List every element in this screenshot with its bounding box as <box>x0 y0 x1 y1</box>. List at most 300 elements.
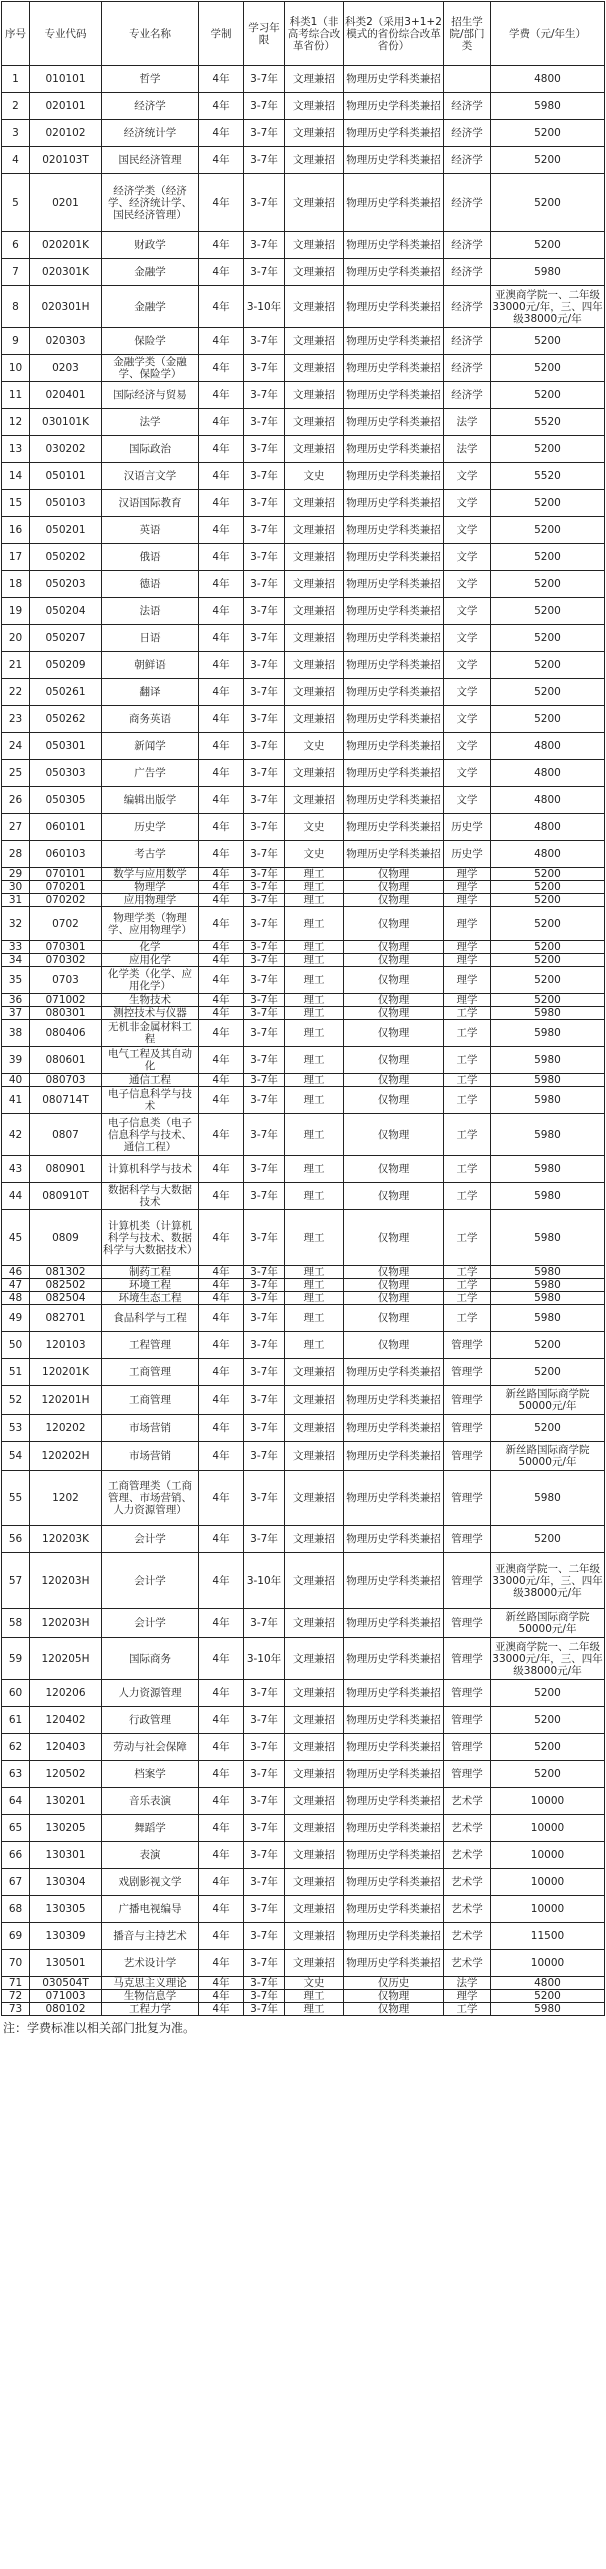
table-row <box>2 1183 605 1210</box>
table-cell: 4年 <box>199 787 244 814</box>
table-cell: 法语 <box>102 598 199 625</box>
table-cell: 物理历史学科类兼招 <box>344 841 444 868</box>
table-cell: 文理兼招 <box>285 1815 344 1842</box>
table-row <box>2 1266 605 1279</box>
table-cell: 082502 <box>30 1279 102 1292</box>
table-cell: 3-7年 <box>244 409 285 436</box>
table-cell: 8 <box>2 286 30 328</box>
table-cell: 物理历史学科类兼招 <box>344 93 444 120</box>
table-cell: 5200 <box>491 706 605 733</box>
table-cell: 4年 <box>199 382 244 409</box>
table-cell: 10000 <box>491 1869 605 1896</box>
table-cell: 化学 <box>102 941 199 954</box>
table-cell: 文学 <box>444 679 491 706</box>
table-cell: 国民经济管理 <box>102 147 199 174</box>
table-cell: 物理历史学科类兼招 <box>344 760 444 787</box>
table-cell: 物理历史学科类兼招 <box>344 544 444 571</box>
table-cell: 120403 <box>30 1734 102 1761</box>
table-cell: 文理兼招 <box>285 1359 344 1386</box>
table-cell: 新丝路国际商学院50000元/年 <box>491 1442 605 1471</box>
table-cell: 汉语言文学 <box>102 463 199 490</box>
table-cell: 21 <box>2 652 30 679</box>
table-cell: 050305 <box>30 787 102 814</box>
table-cell: 4年 <box>199 544 244 571</box>
table-cell: 020301H <box>30 286 102 328</box>
table-cell: 朝鲜语 <box>102 652 199 679</box>
table-cell: 亚澳商学院一、二年级33000元/年，三、四年级38000元/年 <box>491 1553 605 1609</box>
table-cell: 4年 <box>199 1114 244 1156</box>
table-cell: 仅物理 <box>344 1292 444 1305</box>
table-cell: 3-7年 <box>244 147 285 174</box>
table-cell: 文理兼招 <box>285 787 344 814</box>
table-cell: 4年 <box>199 679 244 706</box>
table-cell: 文理兼招 <box>285 1707 344 1734</box>
table-cell: 经济学 <box>444 174 491 232</box>
table-cell: 物理历史学科类兼招 <box>344 436 444 463</box>
table-cell: 历史学 <box>102 814 199 841</box>
table-cell: 仅物理 <box>344 1074 444 1087</box>
table-cell: 文理兼招 <box>285 571 344 598</box>
table-cell: 管理学 <box>444 1332 491 1359</box>
table-cell: 10000 <box>491 1950 605 1977</box>
table-cell: 49 <box>2 1305 30 1332</box>
table-cell: 27 <box>2 814 30 841</box>
table-cell: 4年 <box>199 147 244 174</box>
table-cell: 5980 <box>491 1020 605 1047</box>
table-cell: 物理历史学科类兼招 <box>344 706 444 733</box>
table-row <box>2 941 605 954</box>
table-row <box>2 967 605 994</box>
table-row <box>2 147 605 174</box>
table-cell: 5200 <box>491 328 605 355</box>
table-cell: 5980 <box>491 1266 605 1279</box>
table-cell: 050262 <box>30 706 102 733</box>
table-cell: 4年 <box>199 1896 244 1923</box>
table-cell: 工程管理 <box>102 1332 199 1359</box>
table-cell: 物理历史学科类兼招 <box>344 1761 444 1788</box>
table-cell: 1202 <box>30 1471 102 1526</box>
table-cell: 020101 <box>30 93 102 120</box>
table-cell: 会计学 <box>102 1609 199 1638</box>
table-cell: 11 <box>2 382 30 409</box>
table-cell: 3-7年 <box>244 787 285 814</box>
table-cell: 文理兼招 <box>285 1553 344 1609</box>
table-cell: 仅物理 <box>344 1156 444 1183</box>
table-cell: 生物信息学 <box>102 1990 199 2003</box>
table-cell: 文理兼招 <box>285 93 344 120</box>
table-cell: 管理学 <box>444 1638 491 1680</box>
footnote: 注：学费标准以相关部门批复为准。 <box>3 2021 196 2035</box>
table-cell: 3-7年 <box>244 1183 285 1210</box>
table-cell: 经济学 <box>444 286 491 328</box>
table-cell: 广播电视编导 <box>102 1896 199 1923</box>
table-cell: 9 <box>2 328 30 355</box>
table-row <box>2 1815 605 1842</box>
table-row <box>2 1950 605 1977</box>
header-cell: 招生学院/部门类 <box>444 2 491 66</box>
table-cell: 物理历史学科类兼招 <box>344 571 444 598</box>
table-cell: 物理历史学科类兼招 <box>344 1869 444 1896</box>
table-cell: 文理兼招 <box>285 706 344 733</box>
table-cell: 3-7年 <box>244 881 285 894</box>
table-cell: 物理历史学科类兼招 <box>344 1680 444 1707</box>
table-cell: 工学 <box>444 1292 491 1305</box>
table-cell: 28 <box>2 841 30 868</box>
table-cell: 44 <box>2 1183 30 1210</box>
table-cell: 文理兼招 <box>285 625 344 652</box>
table-cell: 文史 <box>285 463 344 490</box>
table-cell: 42 <box>2 1114 30 1156</box>
table-cell: 080601 <box>30 1047 102 1074</box>
table-cell: 金融学类（金融学、保险学） <box>102 355 199 382</box>
table-row <box>2 382 605 409</box>
table-cell: 经济学 <box>444 232 491 259</box>
table-cell: 新丝路国际商学院50000元/年 <box>491 1386 605 1415</box>
table-cell: 3-7年 <box>244 598 285 625</box>
table-cell: 艺术学 <box>444 1896 491 1923</box>
table-cell: 理工 <box>285 907 344 941</box>
table-cell: 法学 <box>444 436 491 463</box>
table-cell: 3-7年 <box>244 1279 285 1292</box>
table-cell: 文史 <box>285 841 344 868</box>
table-cell: 10 <box>2 355 30 382</box>
table-cell: 3-7年 <box>244 544 285 571</box>
table-cell: 物理历史学科类兼招 <box>344 1950 444 1977</box>
table-cell: 130309 <box>30 1923 102 1950</box>
table-cell: 3-7年 <box>244 436 285 463</box>
table-cell: 080910T <box>30 1183 102 1210</box>
table-cell: 3-7年 <box>244 1761 285 1788</box>
table-cell: 5200 <box>491 625 605 652</box>
table-cell: 工学 <box>444 1074 491 1087</box>
table-cell: 4年 <box>199 1442 244 1471</box>
table-cell: 5200 <box>491 147 605 174</box>
table-row <box>2 232 605 259</box>
table-cell: 14 <box>2 463 30 490</box>
table-cell: 050204 <box>30 598 102 625</box>
table-cell: 3-7年 <box>244 954 285 967</box>
table-cell: 物理学类（物理学、应用物理学） <box>102 907 199 941</box>
table-cell: 130205 <box>30 1815 102 1842</box>
table-cell: 4年 <box>199 1950 244 1977</box>
table-cell: 050209 <box>30 652 102 679</box>
table-cell: 53 <box>2 1415 30 1442</box>
table-cell: 物理历史学科类兼招 <box>344 625 444 652</box>
table-cell: 舞蹈学 <box>102 1815 199 1842</box>
table-cell: 120103 <box>30 1332 102 1359</box>
table-cell: 030202 <box>30 436 102 463</box>
table-cell: 文理兼招 <box>285 1386 344 1415</box>
table-row <box>2 1553 605 1609</box>
table-cell: 工学 <box>444 1279 491 1292</box>
table-cell: 020201K <box>30 232 102 259</box>
table-cell: 4年 <box>199 907 244 941</box>
table-cell: 4年 <box>199 1553 244 1609</box>
table-cell: 4年 <box>199 706 244 733</box>
table-cell: 4 <box>2 147 30 174</box>
table-cell: 3-7年 <box>244 1114 285 1156</box>
table-cell: 仅物理 <box>344 941 444 954</box>
table-cell: 文学 <box>444 760 491 787</box>
table-cell: 仅物理 <box>344 894 444 907</box>
table-cell: 5 <box>2 174 30 232</box>
table-cell: 人力资源管理 <box>102 1680 199 1707</box>
table-cell: 4800 <box>491 760 605 787</box>
table-row <box>2 954 605 967</box>
table-cell: 4年 <box>199 174 244 232</box>
table-row <box>2 544 605 571</box>
table-cell: 38 <box>2 1020 30 1047</box>
table-cell: 文理兼招 <box>285 598 344 625</box>
table-cell: 工商管理 <box>102 1386 199 1415</box>
table-cell: 4年 <box>199 1156 244 1183</box>
table-cell: 5980 <box>491 1471 605 1526</box>
table-cell: 4年 <box>199 941 244 954</box>
table-cell: 5200 <box>491 868 605 881</box>
table-cell: 5200 <box>491 941 605 954</box>
table-cell: 物理历史学科类兼招 <box>344 1788 444 1815</box>
table-cell: 71 <box>2 1977 30 1990</box>
table-cell: 4年 <box>199 733 244 760</box>
table-cell: 市场营销 <box>102 1415 199 1442</box>
table-cell: 仅物理 <box>344 1305 444 1332</box>
table-cell: 环境工程 <box>102 1279 199 1292</box>
table-cell: 3-7年 <box>244 93 285 120</box>
table-row <box>2 1332 605 1359</box>
table-cell: 理学 <box>444 894 491 907</box>
table-cell: 30 <box>2 881 30 894</box>
table-cell: 理工 <box>285 1183 344 1210</box>
table-cell: 文理兼招 <box>285 1415 344 1442</box>
table-cell: 3-7年 <box>244 1815 285 1842</box>
table-cell: 3-7年 <box>244 1415 285 1442</box>
table-cell: 计算机类（计算机科学与技术、数据科学与大数据技术） <box>102 1210 199 1266</box>
table-cell: 070101 <box>30 868 102 881</box>
table-cell: 物理历史学科类兼招 <box>344 1923 444 1950</box>
header-cell: 学制 <box>199 2 244 66</box>
table-cell: 5980 <box>491 2003 605 2016</box>
table-cell: 4800 <box>491 733 605 760</box>
table-cell: 3-7年 <box>244 1386 285 1415</box>
table-cell: 文理兼招 <box>285 259 344 286</box>
table-cell: 4年 <box>199 1788 244 1815</box>
table-body <box>2 66 605 2016</box>
table-cell: 日语 <box>102 625 199 652</box>
table-cell: 120502 <box>30 1761 102 1788</box>
table-cell: 马克思主义理论 <box>102 1977 199 1990</box>
table-cell: 3-7年 <box>244 1842 285 1869</box>
table-cell: 3-10年 <box>244 286 285 328</box>
table-cell: 35 <box>2 967 30 994</box>
table-cell: 5980 <box>491 1183 605 1210</box>
table-cell: 4年 <box>199 1977 244 1990</box>
table-cell: 4年 <box>199 598 244 625</box>
table-cell: 34 <box>2 954 30 967</box>
table-cell: 4年 <box>199 1007 244 1020</box>
table-cell: 080703 <box>30 1074 102 1087</box>
table-cell: 哲学 <box>102 66 199 93</box>
table-cell: 工商管理 <box>102 1359 199 1386</box>
table-row <box>2 490 605 517</box>
table-cell: 3-7年 <box>244 814 285 841</box>
table-cell: 70 <box>2 1950 30 1977</box>
table-cell: 4800 <box>491 841 605 868</box>
table-cell: 戏剧影视文学 <box>102 1869 199 1896</box>
table-cell: 数据科学与大数据技术 <box>102 1183 199 1210</box>
table-cell: 082701 <box>30 1305 102 1332</box>
table-cell: 制药工程 <box>102 1266 199 1279</box>
table-cell: 4年 <box>199 517 244 544</box>
table-cell: 3-7年 <box>244 1359 285 1386</box>
table-row <box>2 1680 605 1707</box>
table-cell: 物理历史学科类兼招 <box>344 147 444 174</box>
table-cell: 经济统计学 <box>102 120 199 147</box>
table-cell: 劳动与社会保障 <box>102 1734 199 1761</box>
header-cell: 序号 <box>2 2 30 66</box>
table-cell: 物理历史学科类兼招 <box>344 328 444 355</box>
table-cell: 0807 <box>30 1114 102 1156</box>
table-cell: 5520 <box>491 463 605 490</box>
table-cell: 4年 <box>199 1707 244 1734</box>
table-cell: 物理历史学科类兼招 <box>344 733 444 760</box>
table-cell: 3-7年 <box>244 1292 285 1305</box>
table-cell: 音乐表演 <box>102 1788 199 1815</box>
table-cell: 物理历史学科类兼招 <box>344 1553 444 1609</box>
table-cell: 3-7年 <box>244 625 285 652</box>
table-cell: 文学 <box>444 571 491 598</box>
table-cell: 理工 <box>285 1305 344 1332</box>
table-cell: 5200 <box>491 544 605 571</box>
table-cell: 经济学 <box>444 120 491 147</box>
table-cell: 4年 <box>199 1386 244 1415</box>
table-cell: 5200 <box>491 1680 605 1707</box>
table-row <box>2 2003 605 2016</box>
table-cell: 文理兼招 <box>285 436 344 463</box>
table-cell: 4年 <box>199 120 244 147</box>
table-cell: 文理兼招 <box>285 679 344 706</box>
table-cell: 工学 <box>444 1114 491 1156</box>
table-cell: 120203H <box>30 1553 102 1609</box>
table-cell: 经济学 <box>444 259 491 286</box>
table-cell: 德语 <box>102 571 199 598</box>
header-cell: 科类2（采用3+1+2模式的省份综合改革省份） <box>344 2 444 66</box>
table-cell: 理工 <box>285 941 344 954</box>
table-cell: 120402 <box>30 1707 102 1734</box>
table-cell: 文理兼招 <box>285 1923 344 1950</box>
majors-table <box>1 1 605 2016</box>
table-cell: 4年 <box>199 1020 244 1047</box>
table-cell: 060103 <box>30 841 102 868</box>
table-cell: 4年 <box>199 1183 244 1210</box>
table-cell: 艺术学 <box>444 1950 491 1977</box>
table-row <box>2 841 605 868</box>
table-cell: 工学 <box>444 1007 491 1020</box>
table-cell: 文学 <box>444 733 491 760</box>
table-row <box>2 1869 605 1896</box>
table-row <box>2 1788 605 1815</box>
table-cell: 050203 <box>30 571 102 598</box>
table-cell: 理工 <box>285 967 344 994</box>
table-cell: 工学 <box>444 2003 491 2016</box>
table-cell: 050301 <box>30 733 102 760</box>
table-cell: 3-7年 <box>244 1680 285 1707</box>
table-cell: 120201K <box>30 1359 102 1386</box>
table-cell: 国际商务 <box>102 1638 199 1680</box>
table-cell: 3-7年 <box>244 1526 285 1553</box>
table-cell: 3-7年 <box>244 382 285 409</box>
table-cell: 4年 <box>199 1266 244 1279</box>
table-cell: 5200 <box>491 1526 605 1553</box>
table-cell: 3-7年 <box>244 907 285 941</box>
table-cell: 理工 <box>285 1332 344 1359</box>
table-cell: 130201 <box>30 1788 102 1815</box>
table-cell: 物理历史学科类兼招 <box>344 1707 444 1734</box>
table-cell: 文学 <box>444 625 491 652</box>
table-cell: 4年 <box>199 328 244 355</box>
table-cell: 58 <box>2 1609 30 1638</box>
table-cell: 3-7年 <box>244 1977 285 1990</box>
table-cell: 物理历史学科类兼招 <box>344 652 444 679</box>
table-cell: 物理历史学科类兼招 <box>344 1896 444 1923</box>
table-cell: 36 <box>2 994 30 1007</box>
table-cell: 5200 <box>491 994 605 1007</box>
table-cell: 10000 <box>491 1788 605 1815</box>
table-cell: 25 <box>2 760 30 787</box>
table-cell: 文学 <box>444 490 491 517</box>
table-cell: 4年 <box>199 1734 244 1761</box>
table-cell: 0201 <box>30 174 102 232</box>
table-cell: 5980 <box>491 1279 605 1292</box>
table-cell: 4年 <box>199 760 244 787</box>
table-cell: 文理兼招 <box>285 409 344 436</box>
table-cell: 5200 <box>491 1415 605 1442</box>
table-cell: 文理兼招 <box>285 760 344 787</box>
table-cell: 3-7年 <box>244 1442 285 1471</box>
table-cell: 3-7年 <box>244 259 285 286</box>
table-cell: 理工 <box>285 1020 344 1047</box>
table-cell: 080102 <box>30 2003 102 2016</box>
table-cell: 5200 <box>491 174 605 232</box>
table-cell: 4年 <box>199 1471 244 1526</box>
table-cell: 4年 <box>199 409 244 436</box>
table-cell: 48 <box>2 1292 30 1305</box>
table-cell: 3-7年 <box>244 1609 285 1638</box>
table-cell: 理学 <box>444 967 491 994</box>
table-cell: 5200 <box>491 1734 605 1761</box>
table-cell: 4年 <box>199 868 244 881</box>
header-cell: 专业名称 <box>102 2 199 66</box>
table-cell: 文理兼招 <box>285 1638 344 1680</box>
table-cell: 国际政治 <box>102 436 199 463</box>
table-cell: 5980 <box>491 1074 605 1087</box>
table-row <box>2 760 605 787</box>
table-cell: 4年 <box>199 1923 244 1950</box>
table-cell: 050202 <box>30 544 102 571</box>
table-cell: 050103 <box>30 490 102 517</box>
table-cell: 文史 <box>285 733 344 760</box>
table-row <box>2 907 605 941</box>
table-cell: 5980 <box>491 1047 605 1074</box>
table-cell: 4年 <box>199 1869 244 1896</box>
table-cell: 60 <box>2 1680 30 1707</box>
table-cell: 26 <box>2 787 30 814</box>
table-cell: 艺术学 <box>444 1815 491 1842</box>
table-cell: 070302 <box>30 954 102 967</box>
table-cell: 工学 <box>444 1020 491 1047</box>
table-cell: 仅物理 <box>344 1007 444 1020</box>
table-cell: 5200 <box>491 1707 605 1734</box>
table-cell: 新闻学 <box>102 733 199 760</box>
